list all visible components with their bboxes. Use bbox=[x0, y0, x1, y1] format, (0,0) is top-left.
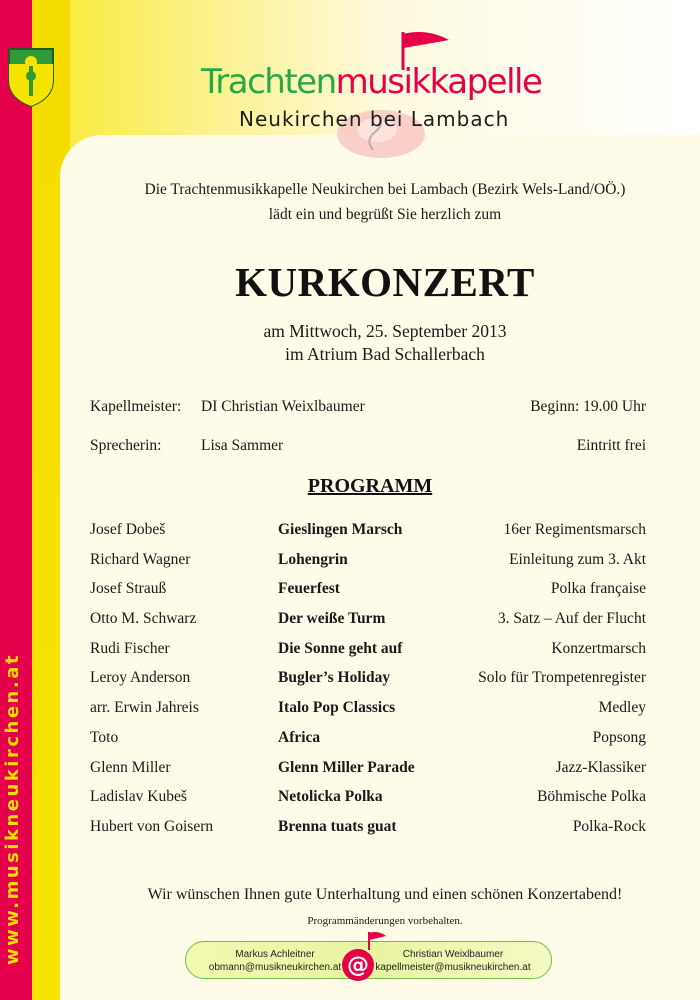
piece-description: Einleitung zum 3. Akt bbox=[509, 550, 646, 568]
program-list bbox=[90, 518, 646, 845]
composer: Richard Wagner bbox=[90, 550, 191, 568]
composer: Hubert von Goisern bbox=[90, 817, 214, 835]
composer: Leroy Anderson bbox=[90, 669, 191, 687]
conductor-name: DI Christian Weixlbaumer bbox=[201, 398, 365, 415]
intro-line-1: Die Trachtenmusikkapelle Neukirchen bei Lambach (Bezirk Wels-Land/OÖ.) bbox=[144, 181, 626, 198]
contact-right bbox=[363, 948, 543, 974]
composer: Glenn Miller bbox=[90, 758, 171, 776]
program-item bbox=[90, 518, 646, 548]
program-item bbox=[90, 577, 646, 607]
svg-text:@: @ bbox=[347, 953, 369, 978]
contact-right-name: Christian Weixlbaumer bbox=[402, 949, 504, 960]
composer: arr. Erwin Jahreis bbox=[90, 699, 199, 717]
contact-left-email[interactable]: obmann@musikneukirchen.at bbox=[208, 962, 342, 973]
piece-description: Böhmische Polka bbox=[537, 788, 646, 806]
band-logo bbox=[195, 30, 542, 160]
closing-text: Wir wünschen Ihnen gute Unterhaltung und einen schönen Konzertabend! bbox=[147, 886, 623, 903]
piece-description: Jazz-Klassiker bbox=[555, 758, 646, 776]
program-item bbox=[90, 548, 646, 578]
piece-title: Feuerfest bbox=[278, 580, 340, 598]
piece-description: Polka française bbox=[550, 580, 646, 598]
composer: Toto bbox=[90, 728, 119, 746]
piece-title: Lohengrin bbox=[278, 550, 348, 568]
intro-text bbox=[70, 177, 700, 227]
piece-title: Brenna tuats guat bbox=[278, 817, 397, 835]
program-item bbox=[90, 726, 646, 756]
program-note: Programmänderungen vorbehalten. bbox=[307, 915, 463, 927]
composer: Josef Strauß bbox=[90, 580, 167, 598]
piece-description: Konzertmarsch bbox=[551, 639, 646, 657]
piece-title: Der weiße Turm bbox=[278, 610, 386, 628]
piece-title: Gieslingen Marsch bbox=[278, 521, 403, 538]
program-item bbox=[90, 785, 646, 815]
conductor-label: Kapellmeister: bbox=[90, 398, 182, 415]
program-heading: PROGRAMM bbox=[307, 475, 433, 497]
program-item bbox=[90, 696, 646, 726]
speaker-name: Lisa Sammer bbox=[201, 437, 284, 454]
piece-title: Italo Pop Classics bbox=[278, 699, 396, 717]
piece-title: Die Sonne geht auf bbox=[278, 639, 403, 657]
website-url-vertical: www.musikneukirchen.at bbox=[2, 653, 23, 965]
piece-title: Netolicka Polka bbox=[278, 788, 383, 806]
logo-name: Trachtenmusikkapelle bbox=[201, 62, 542, 102]
speaker-label: Sprecherin: bbox=[90, 437, 162, 454]
contact-left-name: Markus Achleitner bbox=[235, 949, 315, 960]
program-item bbox=[90, 607, 646, 637]
piece-title: Bugler’s Holiday bbox=[278, 669, 391, 687]
piece-title: Glenn Miller Parade bbox=[278, 758, 415, 776]
program-item bbox=[90, 756, 646, 786]
contact-left bbox=[200, 948, 350, 974]
piece-description: Medley bbox=[598, 699, 646, 717]
piece-description: 16er Regimentsmarsch bbox=[503, 521, 646, 538]
composer: Josef Dobeš bbox=[90, 521, 166, 538]
concert-title: KURKONZERT bbox=[235, 259, 535, 305]
piece-description: Solo für Trompetenregister bbox=[478, 669, 646, 687]
date-line: am Mittwoch, 25. September 2013 bbox=[263, 321, 507, 341]
venue-line: im Atrium Bad Schallerbach bbox=[285, 344, 485, 364]
coat-of-arms-icon bbox=[6, 46, 56, 108]
composer: Otto M. Schwarz bbox=[90, 610, 197, 628]
piece-title: Africa bbox=[278, 728, 321, 746]
date-venue bbox=[70, 320, 700, 366]
contact-box bbox=[185, 941, 552, 979]
intro-line-2: lädt ein und begrüßt Sie herzlich zum bbox=[268, 206, 502, 223]
composer: Rudi Fischer bbox=[90, 639, 170, 657]
piece-description: Popsong bbox=[592, 728, 646, 746]
piece-description: Polka-Rock bbox=[572, 817, 646, 835]
contact-right-email[interactable]: kapellmeister@musikneukirchen.at bbox=[375, 962, 531, 973]
program-item bbox=[90, 815, 646, 845]
program-item bbox=[90, 637, 646, 667]
program-item bbox=[90, 666, 646, 696]
composer: Ladislav Kubeš bbox=[90, 788, 187, 806]
logo-subtitle: Neukirchen bei Lambach bbox=[239, 107, 510, 131]
start-time: Beginn: 19.00 Uhr bbox=[530, 398, 646, 415]
admission: Eintritt frei bbox=[576, 437, 646, 454]
piece-description: 3. Satz – Auf der Flucht bbox=[497, 610, 646, 628]
flag-icon bbox=[366, 930, 388, 950]
